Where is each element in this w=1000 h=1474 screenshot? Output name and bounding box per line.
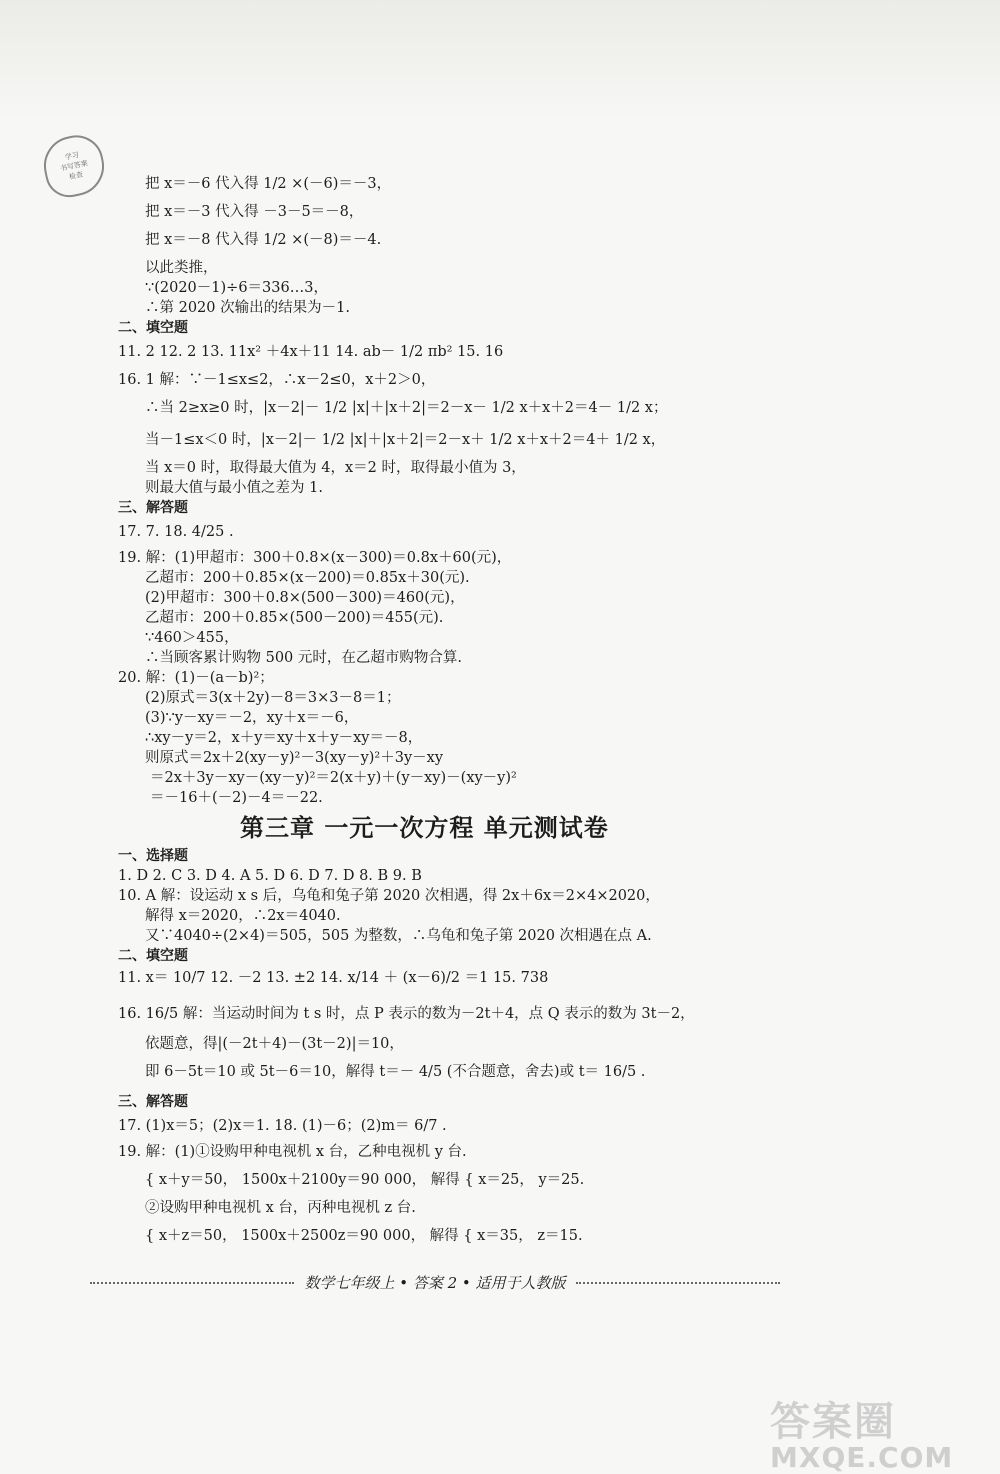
section-heading: 一、选择题 xyxy=(118,848,188,864)
answer-line: 依题意，得|(－2t＋4)－(3t－2)|＝10， xyxy=(145,1036,404,1052)
chapter-title: 第三章 一元一次方程 单元测试卷 xyxy=(240,814,609,842)
answer-line: 16. 16/5 解：当运动时间为 t s 时，点 P 表示的数为－2t＋4，点 Q 表示的数为 3t－2， xyxy=(118,1006,695,1022)
footer-text: 数学七年级上 • 答案 2 • 适用于人教版 xyxy=(304,1274,566,1292)
answer-line: 把 x＝－6 代入得 1/2 ×(－6)＝－3， xyxy=(145,176,392,192)
footer-dotted-rule xyxy=(90,1282,294,1284)
page-footer xyxy=(90,1272,780,1293)
answer-line: ②设购甲种电视机 x 台，丙种电视机 z 台. xyxy=(145,1200,416,1216)
answer-line: ∴当顾客累计购物 500 元时，在乙超市购物合算. xyxy=(145,650,463,666)
answer-line: 11. x＝ 10/7 12. －2 13. ±2 14. x/14 ＋ (x－6)/2 ＝1 15. 738 xyxy=(118,970,549,986)
answer-line: 当 x＝0 时，取得最大值为 4，x＝2 时，取得最小值为 3， xyxy=(145,460,526,476)
answer-line: 以此类推， xyxy=(145,260,218,276)
section-heading: 二、填空题 xyxy=(118,320,188,336)
answer-line: 又∵4040÷(2×4)＝505，505 为整数，∴乌龟和兔子第 2020 次相遇在点 A. xyxy=(145,928,652,944)
answer-line: (2)甲超市：300＋0.8×(500－300)＝460(元)， xyxy=(145,590,465,606)
footer-dotted-rule xyxy=(576,1282,780,1284)
answer-line: 乙超市：200＋0.85×(x－200)＝0.85x＋30(元). xyxy=(145,570,470,586)
answer-line: 20. 解：(1)－(a－b)²； xyxy=(118,670,274,686)
answer-line: 10. A 解：设运动 x s 后，乌龟和兔子第 2020 次相遇，得 2x＋6x＝2×4×2020， xyxy=(118,888,660,904)
answer-line: { x＋z＝50， 1500x＋2500z＝90 000， 解得 { x＝35， z＝15. xyxy=(145,1228,583,1244)
answer-line: 1. D 2. C 3. D 4. A 5. D 6. D 7. D 8. B 9. B xyxy=(118,868,422,884)
answer-line: 即 6－5t＝10 或 5t－6＝10，解得 t＝－ 4/5 (不合题意，舍去)或 t＝ 16/5 . xyxy=(145,1064,646,1080)
answer-line: (2)原式＝3(x＋2y)－8＝3×3－8＝1； xyxy=(145,690,401,706)
answer-line: 乙超市：200＋0.85×(500－200)＝455(元). xyxy=(145,610,444,626)
answer-line: ∵460＞455， xyxy=(145,630,239,646)
answer-line: 当－1≤x＜0 时，|x－2|－ 1/2 |x|＋|x＋2|＝2－x＋ 1/2 x＋x＋2＝4＋ 1/2 x， xyxy=(145,432,666,448)
answer-line: ＝－16＋(－2)－4＝－22. xyxy=(150,790,323,806)
answer-line: { x＋y＝50， 1500x＋2100y＝90 000， 解得 { x＝25， y＝25. xyxy=(145,1172,585,1188)
watermark: 答案圈 MXQE.COM xyxy=(770,1399,954,1474)
answer-line: ＝2x＋3y－xy－(xy－y)²＝2(x＋y)＋(y－xy)－(xy－y)² xyxy=(150,770,517,786)
answer-line: 19. 解：(1)①设购甲种电视机 x 台，乙种电视机 y 台. xyxy=(118,1144,467,1160)
answer-line: (3)∵y－xy＝－2，xy＋x＝－6， xyxy=(145,710,359,726)
answer-line: ∴第 2020 次输出的结果为－1. xyxy=(145,300,350,316)
answer-line: 解得 x＝2020，∴2x＝4040. xyxy=(145,908,341,924)
section-heading: 三、解答题 xyxy=(118,1094,188,1110)
scan-shadow xyxy=(0,0,1000,120)
section-heading: 二、填空题 xyxy=(118,948,188,964)
answer-line: ∴当 2≥x≥0 时，|x－2|－ 1/2 |x|＋|x＋2|＝2－x－ 1/2 x＋x＋2＝4－ 1/2 x； xyxy=(145,400,668,416)
answer-line: 则最大值与最小值之差为 1. xyxy=(145,480,323,496)
section-heading: 三、解答题 xyxy=(118,500,188,516)
answer-line: 16. 1 解：∵－1≤x≤2，∴x－2≤0，x＋2＞0， xyxy=(118,372,436,388)
answer-line: 则原式＝2x＋2(xy－y)²－3(xy－y)²＋3y－xy xyxy=(145,750,444,766)
answer-line: 19. 解：(1)甲超市：300＋0.8×(x－300)＝0.8x＋60(元)， xyxy=(118,550,512,566)
answer-line: ∴xy－y＝2，x＋y＝xy＋x＋y－xy＝－8， xyxy=(145,730,423,746)
stamp: 学习 书写答案 检查 xyxy=(38,130,109,201)
answer-line: 17. 7. 18. 4/25 . xyxy=(118,524,234,540)
answer-line: 11. 2 12. 2 13. 11x² ＋4x＋11 14. ab－ 1/2 πb² 15. 16 xyxy=(118,344,504,360)
answer-line: 把 x＝－8 代入得 1/2 ×(－8)＝－4. xyxy=(145,232,382,248)
answer-line: ∵(2020－1)÷6＝336…3， xyxy=(145,280,328,296)
answer-line: 把 x＝－3 代入得 －3－5＝－8， xyxy=(145,204,364,220)
answer-line: 17. (1)x＝5；(2)x＝1. 18. (1)－6；(2)m＝ 6/7 . xyxy=(118,1118,447,1134)
